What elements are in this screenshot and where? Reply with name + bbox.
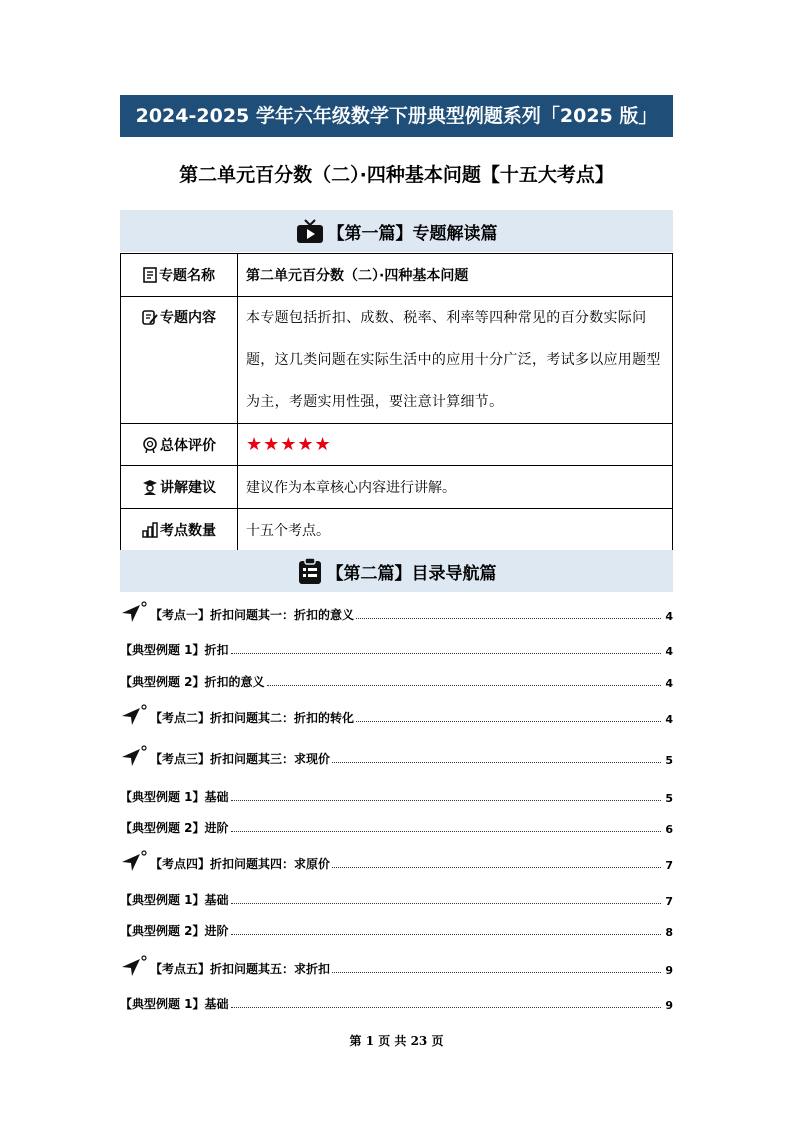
toc-page-number: 7 — [665, 859, 673, 872]
dot-leader — [231, 934, 662, 935]
toc-page-number: 9 — [665, 999, 673, 1012]
navigation-arrow-icon — [120, 955, 148, 977]
topic-name-value: 第二单元百分数（二）·四种基本问题 — [238, 254, 673, 297]
toc-entry-example[interactable] — [120, 888, 673, 908]
toc-entry-text: 【考点二】折扣问题其二：折扣的转化 — [150, 711, 355, 725]
row-topic-content — [121, 297, 673, 424]
label-cell — [121, 297, 238, 424]
toc-entry-point[interactable] — [120, 603, 673, 623]
toc-page-number: 4 — [665, 713, 673, 726]
toc-entry-example[interactable] — [120, 670, 673, 690]
label-cell — [121, 466, 238, 509]
toc-page-number: 4 — [665, 610, 673, 623]
toc-entry-example[interactable] — [120, 816, 673, 836]
row-overall-rating — [121, 424, 673, 466]
toc-entry-example[interactable] — [120, 992, 673, 1012]
series-banner: 2024-2025 学年六年级数学下册典型例题系列「2025 版」 — [120, 95, 673, 137]
dot-leader — [356, 721, 661, 722]
point-count-label: 考点数量 — [160, 523, 216, 539]
toc-entry-text: 【典型例题 2】进阶 — [120, 924, 229, 938]
teaching-advice-value: 建议作为本章核心内容进行讲解。 — [238, 466, 673, 509]
dot-leader — [267, 685, 662, 686]
tv-icon — [296, 218, 324, 244]
toc-entry-text: 【典型例题 1】折扣 — [120, 643, 229, 657]
toc-entry-example[interactable] — [120, 785, 673, 805]
dot-leader — [332, 867, 661, 868]
page-footer: 第 1 页 共 23 页 — [349, 1034, 444, 1048]
toc-page-number: 4 — [665, 677, 673, 690]
navigation-arrow-icon — [120, 601, 148, 623]
toc-entry-point[interactable] — [120, 706, 673, 726]
label-cell — [121, 254, 238, 297]
dot-leader — [332, 972, 661, 973]
row-teaching-advice — [121, 466, 673, 509]
dot-leader — [231, 831, 662, 832]
toc-entry-text: 【典型例题 1】基础 — [120, 790, 229, 804]
toc-entry-text: 【典型例题 1】基础 — [120, 997, 229, 1011]
navigation-arrow-icon — [120, 745, 148, 767]
toc-entry-point[interactable] — [120, 957, 673, 977]
toc-page-number: 4 — [665, 645, 673, 658]
toc-entry-text: 【典型例题 2】进阶 — [120, 821, 229, 835]
toc-entry-text: 【考点三】折扣问题其三：求现价 — [150, 752, 331, 766]
toc-page-number: 5 — [665, 792, 673, 805]
toc-entry-text: 【考点四】折扣问题其四：求原价 — [150, 857, 331, 871]
topic-name-label: 专题名称 — [159, 268, 215, 284]
medal-icon — [142, 437, 158, 453]
toc-entry-text: 【典型例题 1】基础 — [120, 893, 229, 907]
toc-entry-example[interactable] — [120, 638, 673, 658]
section1-title: 【第一篇】专题解读篇 — [327, 223, 498, 244]
dot-leader — [332, 762, 661, 763]
section2-header — [120, 550, 673, 592]
dot-leader — [231, 653, 662, 654]
document-icon — [143, 267, 157, 283]
row-topic-name — [121, 254, 673, 297]
label-cell — [121, 509, 238, 552]
rating-stars: ★★★★★ — [246, 434, 332, 455]
toc-entry-text: 【考点五】折扣问题其五：求折扣 — [150, 962, 331, 976]
edit-note-icon — [142, 309, 158, 325]
toc-page-number: 5 — [665, 754, 673, 767]
section2-title: 【第二篇】目录导航篇 — [326, 563, 497, 584]
toc-page-number: 9 — [665, 964, 673, 977]
dot-leader — [231, 903, 662, 904]
chart-icon — [142, 522, 158, 538]
toc-page-number: 7 — [665, 895, 673, 908]
overall-rating-value — [238, 424, 673, 466]
toc-entry-text: 【考点一】折扣问题其一：折扣的意义 — [150, 608, 355, 622]
topic-content-label: 专题内容 — [160, 310, 216, 326]
toc-entry-point[interactable] — [120, 747, 673, 767]
row-point-count — [121, 509, 673, 552]
topic-intro-table — [120, 253, 673, 552]
toc-entry-point[interactable] — [120, 852, 673, 872]
section1-header — [120, 210, 673, 252]
dot-leader — [231, 800, 662, 801]
overall-rating-label: 总体评价 — [160, 437, 216, 454]
toc-page-number: 6 — [665, 823, 673, 836]
point-count-value: 十五个考点。 — [238, 509, 673, 552]
teaching-advice-label: 讲解建议 — [160, 480, 216, 496]
clipboard-list-icon — [297, 557, 323, 585]
label-cell — [121, 424, 238, 466]
navigation-arrow-icon — [120, 704, 148, 726]
navigation-arrow-icon — [120, 850, 148, 872]
dot-leader — [356, 618, 661, 619]
dot-leader — [231, 1007, 662, 1008]
toc-page-number: 8 — [665, 926, 673, 939]
topic-content-value: 本专题包括折扣、成数、税率、利率等四种常见的百分数实际问题，这几类问题在实际生活中的应用十分广泛，考试多以应用题型为主，考题实用性强，要注意计算细节。 — [238, 297, 673, 424]
page-subtitle: 第二单元百分数（二）·四种基本问题【十五大考点】 — [179, 164, 614, 186]
teacher-icon — [142, 479, 158, 495]
toc-entry-text: 【典型例题 2】折扣的意义 — [120, 675, 265, 689]
toc-entry-example[interactable] — [120, 919, 673, 939]
